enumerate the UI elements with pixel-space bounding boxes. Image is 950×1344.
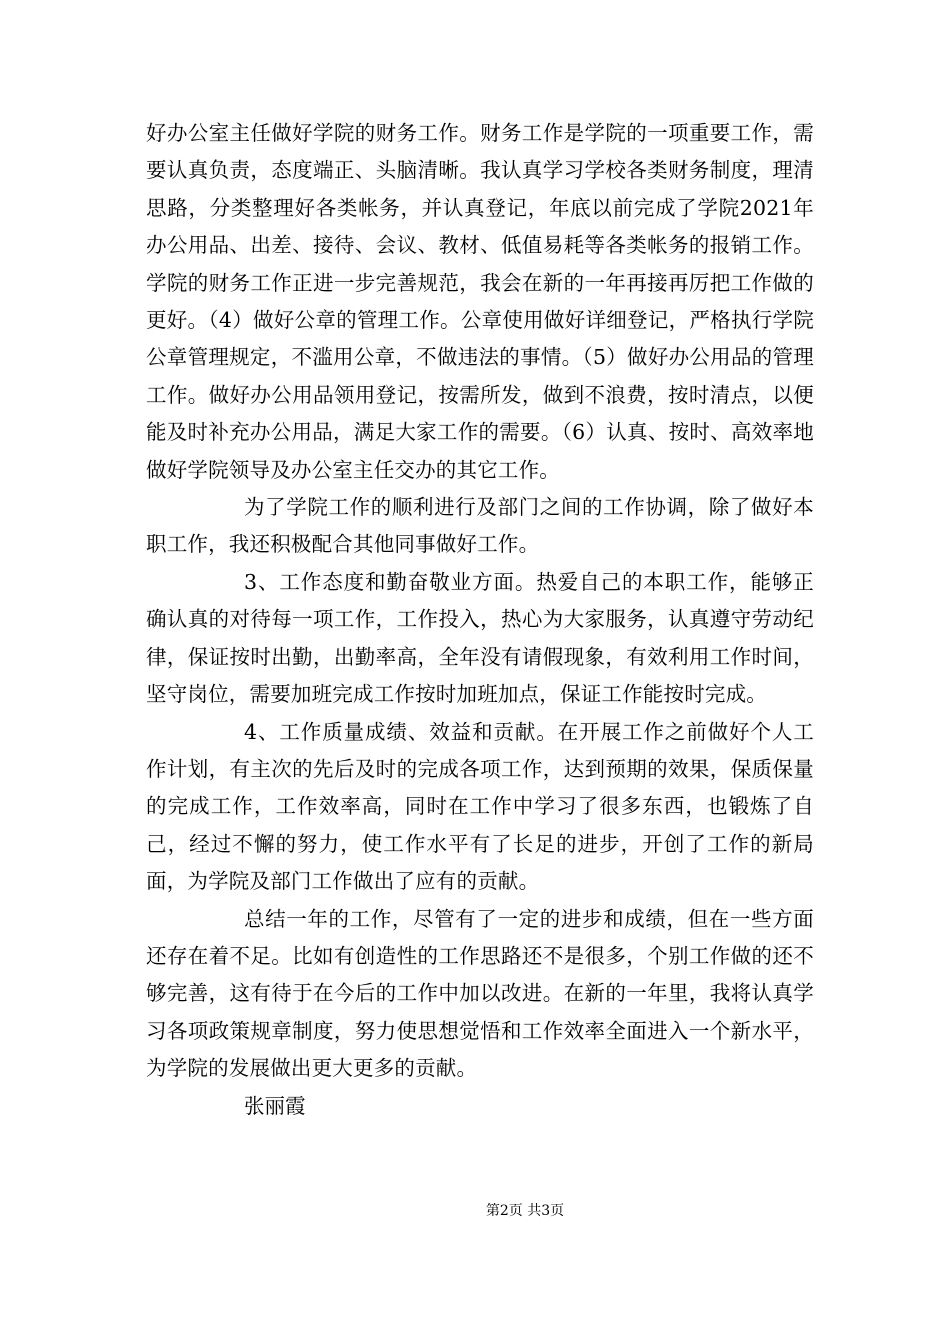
signature: 张丽霞	[244, 1093, 306, 1118]
paragraph-cooperation: 为了学院工作的顺利进行及部门之间的工作协调，除了做好本职工作，我还积极配合其他同事做好工作。	[146, 495, 814, 557]
paragraph-summary: 总结一年的工作，尽管有了一定的进步和成绩，但在一些方面还存在着不足。比如有创造性的工作思路还不是很多，个别工作做的还不够完善，这有待于在今后的工作中加以改进。在新的一年里，我将认真学习各项政策规章制度，努力使思想觉悟和工作效率全面进入一个新水平，为学院的发展做出更大更多的贡献。	[146, 906, 814, 1081]
paragraph-work-attitude: 3、工作态度和勤奋敬业方面。热爱自己的本职工作，能够正确认真的对待每一项工作，工作投入，热心为大家服务，认真遵守劳动纪律，保证按时出勤，出勤率高，全年没有请假现象，有效利用工作时间，坚守岗位，需要加班完成工作按时加班加点，保证工作能按时完成。	[146, 569, 814, 707]
paragraph-work-quality: 4、工作质量成绩、效益和贡献。在开展工作之前做好个人工作计划，有主次的先后及时的完成各项工作，达到预期的效果，保质保量的完成工作，工作效率高，同时在工作中学习了很多东西，也锻炼了自己，经过不懈的努力，使工作水平有了长足的进步，开创了工作的新局面，为学院及部门工作做出了应有的贡献。	[146, 719, 814, 894]
page-number-footer: 第2页 共3页	[485, 1203, 565, 1219]
paragraph-finance-duties: 好办公室主任做好学院的财务工作。财务工作是学院的一项重要工作，需要认真负责，态度端正、头脑清晰。我认真学习学校各类财务制度，理清思路，分类整理好各类帐务，并认真登记，年底以前完成了学院2021年办公用品、出差、接待、会议、教材、低值易耗等各类帐务的报销工作。学院的财务工作正进一步完善规范，我会在新的一年再接再厉把工作做的更好。（4）做好公章的管理工作。公章使用做好详细登记，严格执行学院公章管理规定，不滥用公章，不做违法的事情。（5）做好办公用品的管理工作。做好办公用品领用登记，按需所发，做到不浪费，按时清点，以便能及时补充办公用品，满足大家工作的需要。（6）认真、按时、高效率地做好学院领导及办公室主任交办的其它工作。	[146, 121, 814, 482]
document-body	[146, 115, 814, 1125]
